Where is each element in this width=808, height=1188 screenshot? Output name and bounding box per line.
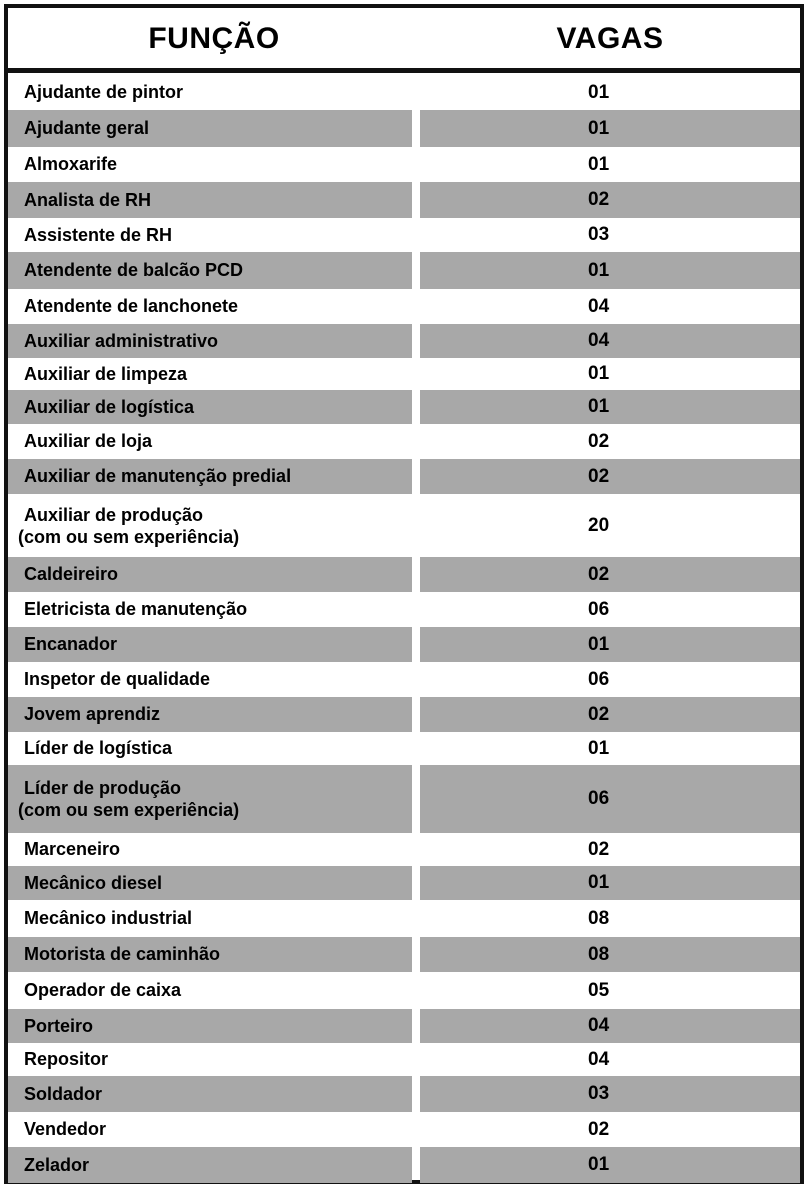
vagas-value: 04 — [588, 1015, 610, 1036]
table-row — [8, 75, 800, 110]
table-row — [8, 147, 800, 182]
table-row — [8, 1043, 800, 1076]
vagas-value: 01 — [588, 259, 610, 281]
cell-funcao — [8, 390, 412, 424]
cell-vagas — [420, 627, 800, 662]
vagas-value: 03 — [588, 1083, 610, 1104]
table-row — [8, 592, 800, 627]
cell-vagas — [420, 866, 800, 900]
cell-funcao — [8, 494, 414, 557]
cell-funcao — [8, 1009, 412, 1043]
vagas-value: 02 — [588, 563, 610, 585]
vagas-value: 06 — [588, 668, 610, 690]
cell-vagas — [420, 972, 800, 1009]
table-body — [8, 75, 800, 1183]
funcao-label: Líder de logística — [24, 738, 173, 758]
table-row — [8, 218, 800, 252]
cell-funcao — [8, 937, 412, 972]
funcao-label: Atendente de balcão PCD — [24, 260, 244, 280]
table-row — [8, 289, 800, 324]
vagas-value: 01 — [588, 1154, 610, 1175]
funcao-label: Ajudante de pintor — [24, 82, 183, 102]
vagas-value: 04 — [588, 295, 610, 317]
cell-funcao — [8, 1076, 412, 1112]
cell-funcao — [8, 1147, 412, 1183]
funcao-label: Jovem aprendiz — [24, 704, 161, 724]
funcao-label: Repositor — [24, 1049, 109, 1069]
cell-funcao — [8, 358, 414, 390]
cell-vagas — [420, 1076, 800, 1112]
cell-vagas — [420, 75, 800, 110]
cell-vagas — [420, 833, 800, 866]
vacancies-table — [4, 4, 804, 1184]
cell-funcao — [8, 697, 412, 732]
table-row — [8, 833, 800, 866]
cell-funcao — [8, 459, 412, 494]
cell-vagas — [420, 494, 800, 557]
vagas-value: 02 — [588, 1118, 610, 1140]
vagas-value: 01 — [588, 81, 610, 103]
cell-funcao — [8, 1112, 414, 1147]
cell-vagas — [420, 732, 800, 765]
funcao-label: Mecânico diesel — [24, 872, 163, 893]
table-row — [8, 494, 800, 557]
funcao-sublabel: (com ou sem experiência) — [18, 526, 240, 547]
table-row — [8, 424, 800, 459]
cell-funcao — [8, 833, 414, 866]
cell-vagas — [420, 697, 800, 732]
cell-funcao — [8, 75, 414, 110]
vagas-value: 01 — [588, 737, 610, 759]
funcao-label: Líder de produção — [24, 778, 182, 798]
cell-funcao — [8, 900, 414, 937]
cell-vagas — [420, 592, 800, 627]
funcao-label: Zelador — [24, 1154, 90, 1175]
vagas-value: 06 — [588, 788, 610, 809]
table-row — [8, 866, 800, 900]
funcao-label: Mecânico industrial — [24, 908, 193, 928]
cell-vagas — [420, 662, 800, 697]
funcao-label: Operador de caixa — [24, 980, 182, 1000]
cell-vagas — [420, 765, 800, 833]
table-row — [8, 1009, 800, 1043]
funcao-label: Porteiro — [24, 1015, 94, 1036]
cell-vagas — [420, 390, 800, 424]
cell-vagas — [420, 110, 800, 147]
vagas-value: 02 — [588, 430, 610, 452]
funcao-label: Eletricista de manutenção — [24, 599, 248, 619]
table-row — [8, 110, 800, 147]
funcao-label: Auxiliar de logística — [24, 396, 195, 417]
funcao-label: Inspetor de qualidade — [24, 669, 211, 689]
cell-funcao — [8, 324, 412, 358]
vagas-value: 01 — [588, 872, 610, 893]
table-row — [8, 1112, 800, 1147]
vagas-value: 06 — [588, 598, 610, 620]
table-row — [8, 937, 800, 972]
cell-vagas — [420, 358, 800, 390]
funcao-label: Analista de RH — [24, 189, 152, 210]
table-row — [8, 358, 800, 390]
table-row — [8, 972, 800, 1009]
table-row — [8, 459, 800, 494]
funcao-label: Caldeireiro — [24, 564, 119, 584]
vagas-value: 08 — [588, 943, 610, 965]
cell-vagas — [420, 1147, 800, 1183]
table-row — [8, 390, 800, 424]
cell-vagas — [420, 459, 800, 494]
cell-vagas — [420, 900, 800, 937]
table-row — [8, 557, 800, 592]
cell-funcao — [8, 147, 414, 182]
vagas-value: 05 — [588, 979, 610, 1001]
table-row — [8, 765, 800, 833]
funcao-label: Almoxarife — [24, 154, 118, 174]
vagas-value: 02 — [588, 703, 610, 725]
cell-funcao — [8, 765, 412, 833]
cell-vagas — [420, 252, 800, 289]
vagas-value: 02 — [588, 189, 610, 210]
cell-vagas — [420, 1112, 800, 1147]
table-row — [8, 900, 800, 937]
cell-funcao — [8, 972, 414, 1009]
funcao-label: Atendente de lanchonete — [24, 296, 239, 316]
cell-funcao — [8, 866, 412, 900]
funcao-sublabel: (com ou sem experiência) — [18, 800, 240, 820]
table-row — [8, 252, 800, 289]
vagas-value: 01 — [588, 117, 610, 139]
cell-vagas — [420, 557, 800, 592]
funcao-label: Auxiliar de produção — [24, 504, 204, 525]
table-row — [8, 697, 800, 732]
vagas-value: 01 — [588, 633, 610, 655]
cell-funcao — [8, 424, 414, 459]
cell-funcao — [8, 592, 414, 627]
cell-funcao — [8, 662, 414, 697]
vagas-value: 02 — [588, 838, 610, 860]
funcao-label: Vendedor — [24, 1119, 107, 1139]
funcao-label: Marceneiro — [24, 839, 121, 859]
funcao-label: Motorista de caminhão — [24, 944, 221, 964]
cell-vagas — [420, 218, 800, 252]
header-vagas: VAGAS — [556, 22, 664, 55]
vagas-value: 01 — [588, 363, 610, 384]
table-row — [8, 182, 800, 218]
funcao-label: Auxiliar de manutenção predial — [24, 466, 292, 486]
cell-funcao — [8, 182, 412, 218]
cell-vagas — [420, 937, 800, 972]
funcao-label: Auxiliar administrativo — [24, 330, 219, 351]
cell-funcao — [8, 110, 412, 147]
table-row — [8, 732, 800, 765]
funcao-label: Assistente de RH — [24, 224, 173, 245]
cell-funcao — [8, 557, 412, 592]
table-header — [8, 8, 800, 73]
cell-vagas — [420, 1043, 800, 1076]
funcao-label: Auxiliar de loja — [24, 431, 153, 451]
vagas-value: 02 — [588, 465, 610, 487]
vagas-value: 04 — [588, 1048, 610, 1070]
cell-vagas — [420, 424, 800, 459]
table-row — [8, 662, 800, 697]
funcao-label: Ajudante geral — [24, 118, 150, 138]
funcao-label: Soldador — [24, 1083, 103, 1104]
vagas-value: 04 — [588, 330, 610, 351]
cell-funcao — [8, 627, 412, 662]
vagas-value: 20 — [588, 514, 610, 536]
vagas-value: 03 — [588, 224, 610, 245]
table-row — [8, 324, 800, 358]
cell-vagas — [420, 1009, 800, 1043]
funcao-label: Encanador — [24, 634, 118, 654]
vagas-value: 01 — [588, 396, 610, 417]
cell-vagas — [420, 324, 800, 358]
cell-funcao — [8, 289, 414, 324]
funcao-label: Auxiliar de limpeza — [24, 363, 188, 384]
cell-funcao — [8, 732, 414, 765]
header-funcao: FUNÇÃO — [148, 22, 280, 55]
table-row — [8, 627, 800, 662]
cell-funcao — [8, 1043, 414, 1076]
table-row — [8, 1147, 800, 1183]
cell-vagas — [420, 147, 800, 182]
cell-vagas — [420, 182, 800, 218]
cell-funcao — [8, 252, 412, 289]
table-row — [8, 1076, 800, 1112]
vagas-value: 01 — [588, 153, 610, 175]
cell-funcao — [8, 218, 414, 252]
vagas-value: 08 — [588, 907, 610, 929]
cell-vagas — [420, 289, 800, 324]
